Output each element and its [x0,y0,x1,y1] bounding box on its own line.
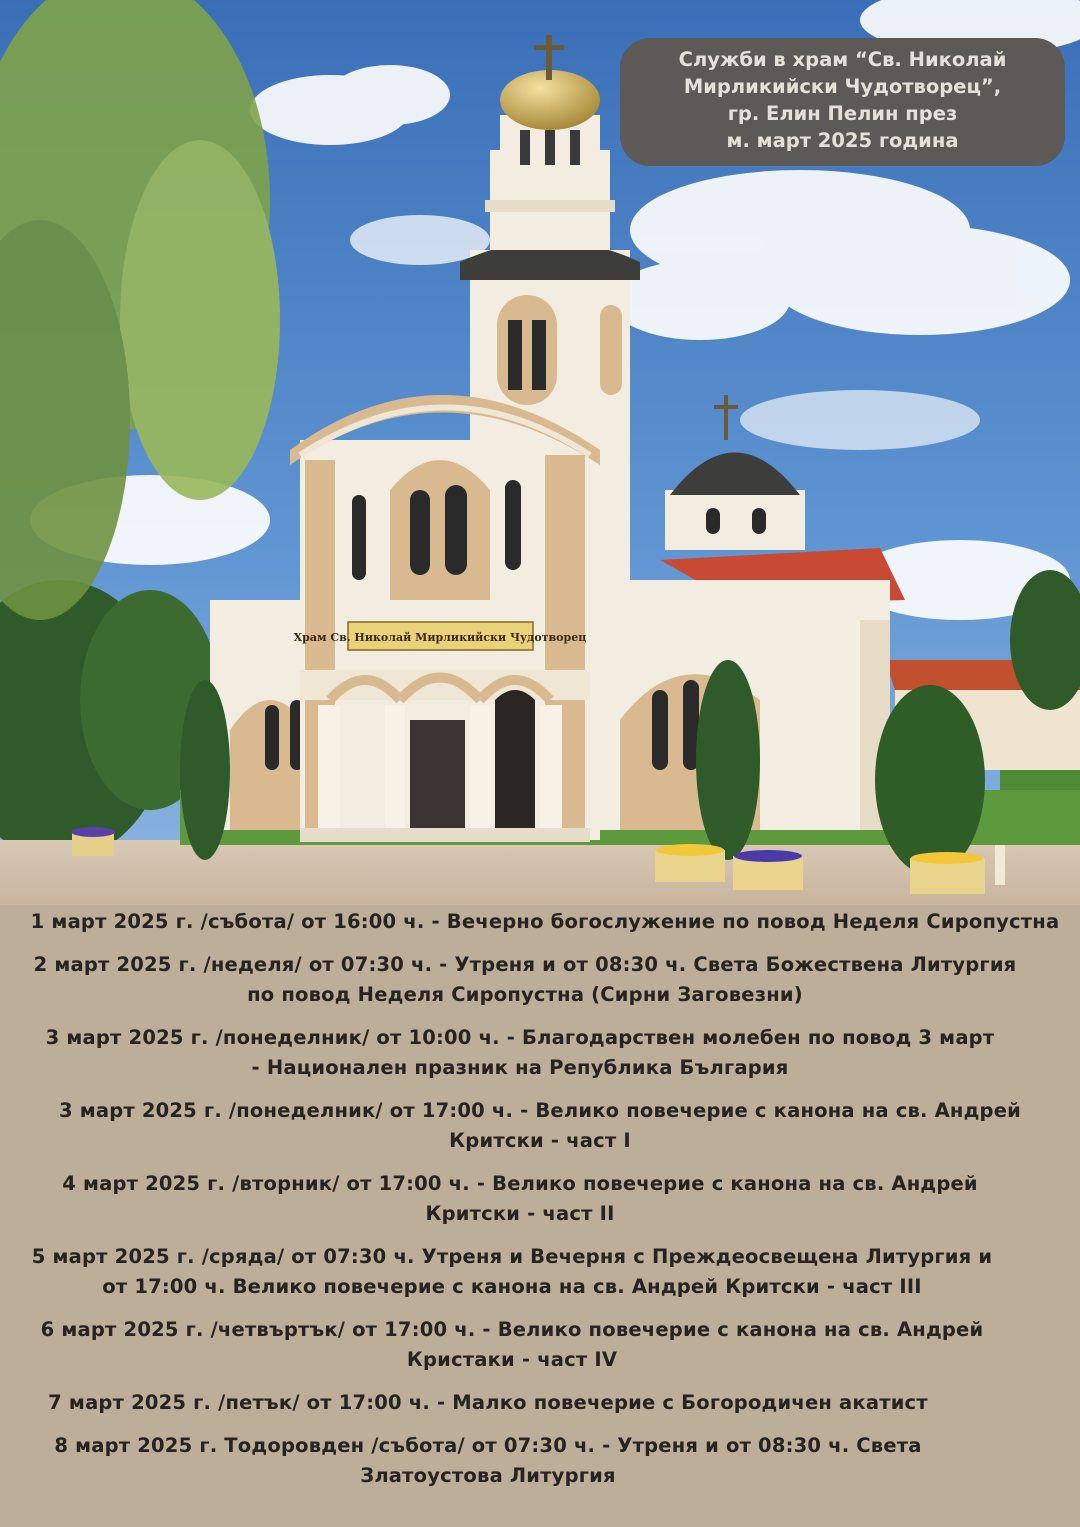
entry-line: Критски - част I [449,1129,631,1152]
entry-line: Критски - част II [425,1202,615,1225]
entry-line: 8 март 2025 г. Тодоровден /събота/ от 07:30 ч. - Утреня и от 08:30 ч. Света [54,1434,922,1457]
schedule-entry [5,907,1080,937]
title-line: гр. Елин Пелин през [727,102,958,125]
plaque-text: Храм Св. Николай Мирликийски Чудотворец [293,631,587,644]
title-badge [620,38,1065,166]
title-line: Служби в храм “Св. Николай [678,48,1007,71]
schedule-entry [0,950,1065,1010]
entry-line: 3 март 2025 г. /понеделник/ от 10:00 ч. - Благодарствен молебен по повод 3 март [45,1026,995,1049]
schedule-entry [0,1023,1060,1083]
entry-line: 1 март 2025 г. /събота/ от 16:00 ч. - Вечерно богослужение по повод Неделя Сиропустна [30,910,1060,933]
title-line: Мирликийски Чудотворец”, [683,75,1002,98]
schedule-entry [0,1388,1028,1418]
schedule-entry [0,1242,1052,1302]
entry-line: 3 март 2025 г. /понеделник/ от 17:00 ч. - Велико повечерие с канона на св. Андрей [58,1099,1022,1122]
entry-line: от 17:00 ч. Велико повечерие с канона на св. Андрей Критски - част III [102,1275,922,1298]
schedule-entry [0,1169,1060,1229]
entry-line: Златоустова Литургия [360,1464,616,1487]
schedule-entry [0,1096,1080,1156]
title-line: м. март 2025 година [726,129,959,152]
entry-line: - Национален празник на Република България [251,1056,789,1079]
entry-line: Кристаки - част IV [406,1348,618,1371]
entry-line: 5 март 2025 г. /сряда/ от 07:30 ч. Утреня и Вечерня с Преждеосвещена Литургия и [31,1245,993,1268]
entry-line: 7 март 2025 г. /петък/ от 17:00 ч. - Малко повечерие с Богородичен акатист [48,1391,928,1414]
schedule-entry [0,1315,1052,1375]
schedule-entry [0,1431,1028,1491]
entry-line: 4 март 2025 г. /вторник/ от 17:00 ч. - Велико повечерие с канона на св. Андрей [62,1172,978,1195]
schedule-list [0,905,1080,1527]
entry-line: 2 март 2025 г. /неделя/ от 07:30 ч. - Утреня и от 08:30 ч. Света Божествена Литургия [33,953,1017,976]
entry-line: 6 март 2025 г. /четвъртък/ от 17:00 ч. - Велико повечерие с канона на св. Андрей [40,1318,984,1341]
entry-line: по повод Неделя Сиропустна (Сирни Заговезни) [247,983,803,1006]
